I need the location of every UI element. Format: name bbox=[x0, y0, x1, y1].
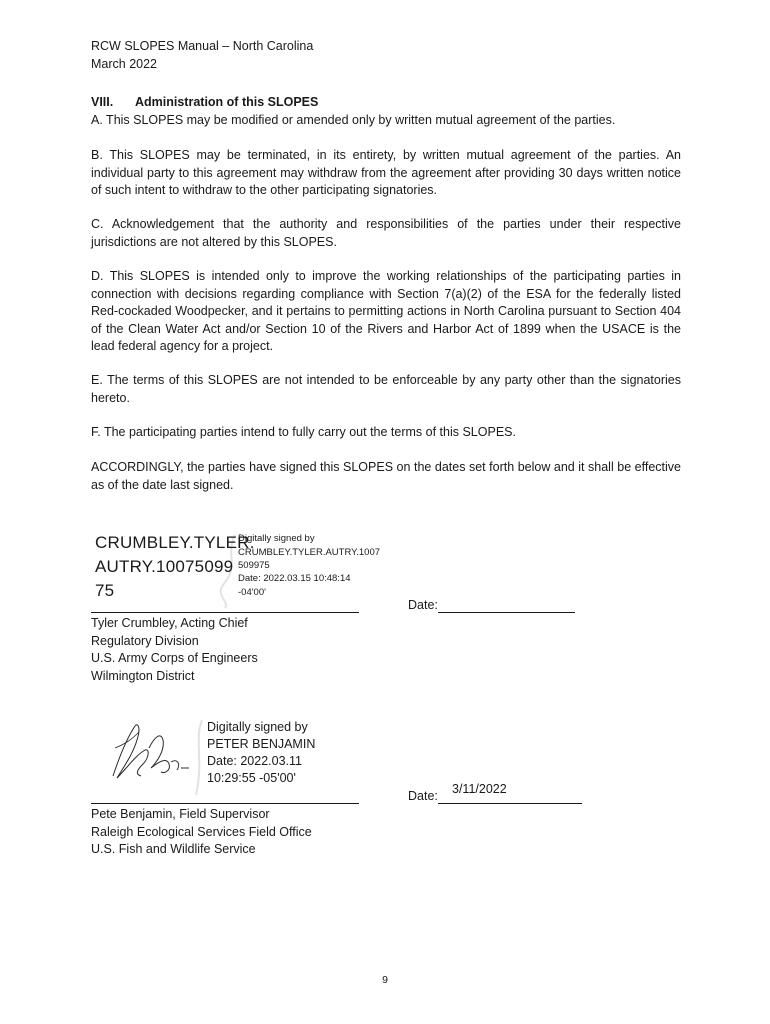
signer-1-agency: U.S. Army Corps of Engineers bbox=[91, 651, 258, 665]
section-heading bbox=[91, 95, 318, 109]
paragraph-f: F. The participating parties intend to fully carry out the terms of this SLOPES. bbox=[91, 425, 516, 439]
header-title: RCW SLOPES Manual – North Carolina bbox=[91, 39, 314, 53]
paragraph-e: E. The terms of this SLOPES are not intended to be enforceable by any party other than the signatories hereto. bbox=[91, 373, 681, 405]
section-title: Administration of this SLOPES bbox=[135, 95, 319, 109]
signer-1-name: Tyler Crumbley, Acting Chief bbox=[91, 616, 248, 630]
date-label-1: Date: bbox=[408, 598, 438, 612]
signature-line-1 bbox=[91, 612, 359, 613]
digital-sig-line-3: 509975 bbox=[238, 560, 270, 571]
signature-watermark-2 bbox=[188, 715, 208, 800]
signer-1-district: Wilmington District bbox=[91, 668, 195, 683]
signer-name-line-3: 75 bbox=[95, 581, 115, 600]
digital-sig2-line-1: Digitally signed by bbox=[207, 720, 308, 734]
signer-name-line-2: AUTRY.10075099 bbox=[95, 557, 234, 576]
digital-sig-line-5: -04'00' bbox=[238, 587, 266, 598]
signer-2-agency: U.S. Fish and Wildlife Service bbox=[91, 842, 256, 856]
signer-1-info bbox=[91, 615, 258, 685]
date-line-1 bbox=[438, 612, 575, 613]
section-number: VIII. bbox=[91, 95, 114, 109]
paragraph-a: A. This SLOPES may be modified or amended only by written mutual agreement of the parties. bbox=[91, 113, 616, 127]
digital-sig2-line-2: PETER BENJAMIN bbox=[207, 737, 316, 751]
handwritten-signature bbox=[105, 718, 200, 788]
signer-name-line-1: CRUMBLEY.TYLER. bbox=[95, 533, 255, 552]
signer-2-name: Pete Benjamin, Field Supervisor bbox=[91, 807, 270, 821]
signer-1-division: Regulatory Division bbox=[91, 633, 199, 648]
date-label-2: Date: bbox=[408, 789, 438, 803]
paragraph-b: B. This SLOPES may be terminated, in its entirety, by written mutual agreement of the parties. An individual party to this agreement may withdraw from the agreement after providing 30 days written notice of such intent to withdraw to the other participating signatories. bbox=[91, 148, 681, 197]
date-value-2: 3/11/2022 bbox=[452, 782, 507, 796]
digital-sig2-line-4: 10:29:55 -05'00' bbox=[207, 771, 296, 785]
digital-sig-line-1: Digitally signed by bbox=[238, 533, 315, 544]
page-number: 9 bbox=[382, 974, 388, 986]
paragraph-accordingly: ACCORDINGLY, the parties have signed this SLOPES on the dates set forth below and it shall be effective as of the date last signed. bbox=[91, 460, 681, 492]
paragraph-d: D. This SLOPES is intended only to improve the working relationships of the participating parties in connection with decisions regarding compliance with Section 7(a)(2) of the ESA for the federally listed Red-cockaded Woodpecker, and it pertains to permitting actions in North Carolina pursuant to Section 404 of the Clean Water Act and/or Section 10 of the Rivers and Harbor Act of 1899 when the USACE is the lead federal agency for a project. bbox=[91, 269, 681, 353]
signer-2-office: Raleigh Ecological Services Field Office bbox=[91, 824, 312, 839]
header-date: March 2022 bbox=[91, 57, 158, 71]
paragraph-c: C. Acknowledgement that the authority and responsibilities of the parties under their respective jurisdictions are not altered by this SLOPES. bbox=[91, 217, 681, 249]
signer-2-info bbox=[91, 806, 312, 859]
signature-line-2 bbox=[91, 803, 359, 804]
date-line-2 bbox=[438, 803, 582, 804]
digital-sig-line-2: CRUMBLEY.TYLER.AUTRY.1007 bbox=[238, 547, 381, 558]
digital-sig2-line-3: Date: 2022.03.11 bbox=[207, 754, 302, 768]
digital-sig-line-4: Date: 2022.03.15 10:48:14 bbox=[238, 573, 351, 584]
